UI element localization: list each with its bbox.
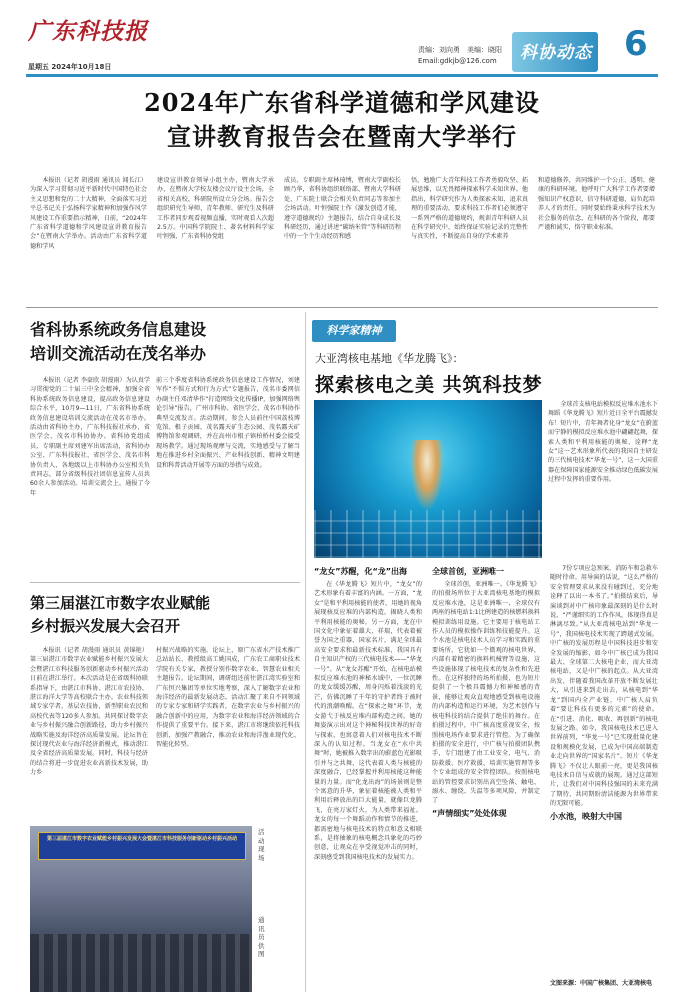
article-2-title-line2: 乡村振兴发展大会召开 xyxy=(30,617,181,635)
section-divider xyxy=(26,307,658,308)
event-photo xyxy=(30,826,252,992)
issue-date: 星期五 2024年10月18日 xyxy=(28,63,112,71)
photo-caption: 活动现场 xyxy=(258,828,265,862)
page-number: 6 xyxy=(624,24,648,64)
editor-credit: 责编：刘向勇 美编：晓阳 xyxy=(418,46,502,54)
article-1-col-2: 前三个季度省科协系统政务信息建设工作情况，刘建军作“不惧方式和行为方式”专题报告，茂名市委网信办副主任邓清华作“打造网络文化传播IP，加强网络舆论引导”报告，广州市科协、省医学会、茂名市科协作典型交流发言。活动期间，参会人员前往中国荔枝博览馆、根子贡园、茂名露天矿生态公园、茂名露天矿博物馆参观调研，并在高州市根子镇柏桥村委会接受现场教学。通过现场观摩与交流，实地感受与了解当地在推进乡村全面振兴、产业科技创新、精神文明建设和科普活动开展等方面的举措与成效。 xyxy=(156,377,300,469)
photo-banner-text: 第三届湛江市数字农业赋能乡村振兴发展大会暨湛江市科技服务创新驱动乡村振兴活动 xyxy=(46,836,237,842)
masthead xyxy=(0,0,683,80)
main-article-col-1: 本报讯（记者 胡漫雨 通讯员 闻长江）为深入学习贯彻习近平新时代中国特色社会主义思想和党的二十大精神，全面落实习近平总书记关于弘扬科学家精神和加强作风学风建设工作重要指示精神，日前，“2024年广东省科学道德和学风建设宣讲教育报告会”在暨南大学举办。活动由广东省科学道德和学风 xyxy=(30,177,147,250)
article-2-title-line1: 第三届湛江市数字农业赋能 xyxy=(30,594,211,612)
section-logo-text: 科协动态 xyxy=(520,43,592,63)
feature-subhead-2: 全球首创，亚洲唯一 xyxy=(432,567,504,576)
section-logo xyxy=(512,32,598,72)
article-1-headline xyxy=(30,318,300,366)
feature-source-note: 文图来源：中国广核集团、大亚湾核电 xyxy=(550,980,653,987)
feature-kicker: 大亚湾核电基地《华龙腾飞》： xyxy=(315,352,464,365)
feature-photo xyxy=(314,400,542,558)
feature-photo-grid xyxy=(314,510,542,558)
masthead-rule xyxy=(26,74,658,77)
dancer-figure xyxy=(410,440,444,510)
main-headline xyxy=(26,86,658,154)
feature-subhead-1: “龙女”苏醒，化“龙”出海 xyxy=(314,567,408,576)
article-2-headline xyxy=(30,592,300,638)
email-address: Email:gdkjb@126.com xyxy=(418,57,497,65)
main-article-col-4: 悟，勉励广大青年科技工作者勇毅攻坚、拓展思维，以无畏精神探索科学未知世界。他指出，科学研究作为人类探索未知、追求真理的重要活动，要求科技工作者们必须遵守一系列严格的道德规约，规训青年科研人员在科学研究中，始终保证实验记录的完整性与真实性，不断提高自身的学术素养 xyxy=(411,177,528,241)
article-divider xyxy=(30,582,300,583)
photo-stage-banner xyxy=(38,832,246,860)
feature-col-3: 7份专项应急预案，消防车和急救车随时待命。用导演的话说，“这么严格的安全管理要求从来没有碰到过，充分地诠释了以出一本书了。”拍摄结束后，导演谈到对中广核印象最深刻的是什么时说，“严谨细实的工作作风，体现得真是淋漓尽致。”从大亚湾核电站到“华龙一号”，我国核电技术实现了跨越式发展。中广核的发展历程是中国科技进步和安全发展的缩影，如今中广核已成为我国最大、全球第二大核电企业，而大亚湾核电站，又是中广核的起点。从大亚湾出发，伴随着我国改革开放不断发展壮大，从引进来到走出去，从核电到“华龙”到国内全产业链，中广核人肩负着“要让科技有更多的元素”的使命。在“引进、消化、吸收、再创新”的核电发展之路。如今，我国核电技术已进入世界前列，“华龙一号”已实现批量化建设和规模化发展，已成为中国高端制造业走向世界的“国家名片”。短片《华龙腾飞》不仅让人眼前一亮，更是我国核电技术自信与成就的展现。通过这部短片，让我们对中国科技强国的未来充满了期待，共同期盼清洁能源为世界带来的无限可能。 小水池，映射大中国 xyxy=(550,565,658,821)
article-2-col-2: 村振兴战略的实施。论坛上，原广东省水产技术推广总站站长、教授级高工姚国成，广东农工商职业技术学院有关专家，教授分别作数字农业、智慧农业相关主题报告。论坛期间，调研组还前往湛江湾实验室和广东恒兴集团等单位实地考察，深入了解数字农业和海洋经济的最新发展动态。活动汇聚了来自不同领域的专家专家和研学实践者，在数字农业与乡村振兴的融合创新中的应用，为数字农业和海洋经济领域的合作提供了重要平台。接下来，湛江市将继续依托科技创新，加强产教融合，推动农业和海洋渔业现代化、智能化转型。 xyxy=(156,647,300,749)
feature-body xyxy=(314,564,658,982)
paper-name: 广东科技报 xyxy=(28,18,148,45)
feature-title: 探索核电之美 共筑科技梦 xyxy=(315,374,543,396)
article-2-col-1: 本报讯（记者 胡漫雨 通讯员 黄锦艳）第三届湛江市数字农业赋能乡村振兴发展大会暨湛江市科技服务创新驱动乡村振兴活动日前在湛江举行。本次活动是在省级科协联系指导下，由湛江市科协、湛江市农技协、湛江海洋大学等高校联合主办。农业科技领域专家学者，基层农技协、新型职业农民和高校代表等120多人参加。共同探讨数字农业与乡村振兴融合创新路径，助力乡村振兴战略实施及海洋经济高质量发展。论坛旨在探讨现代农业与海洋经济新模式，推动湛江及全省经济高质量发展。同时，科技与经济的结合将进一步促进农业高新技术发展，助力乡 xyxy=(30,647,148,777)
article-1-col-1: 本报讯（记者 李豪欣 胡漫雨）为认真学习贯彻党的二十届三中全会精神，加强全省科协系统政务信息建设，提高政务信息建设综合水平，10月9—11日，广东省科协系统政务信息建设培训交流活动在茂名市举办。活动由省科协主办，广东科技报社承办，省医学会、茂名市科协协办。省科协党组成员、专职副主席刘建军出席活动，省科协办公室、广东科技报社、省医学会、茂名市科协负责人，各地级以上市科协办公室相关负责同志，部分省级科技社团信息宣传人员共60余人参加活动。培训交流会上，通报了今年 xyxy=(30,377,150,497)
feature-col-2: 全球首创，亚洲唯一 全球首创，亚洲唯一。《华龙腾飞》的拍摄场所位于大亚湾核电基地的模拟反应堆水池，这是亚洲唯一、全球仅有两座的核电站1:1比例建造的核燃料换料模拟训练用设施。它主要用于核电站工作人员的模拟操作训练和技能提升。这个水池是核电技术人员学习和实践的重要场所，它犹如一个微观的核电世界，内部有着精密的换料机械臂等设施，这些设施体现了核电技术的复杂性和先进性。在这样独特的场所拍摄，也为短片提供了一个极具震撼力和神秘感的背景，能够让观众直观地感受到核电设施的内部构造和运行环境，为艺术创作与核电科技的结合提供了绝佳的舞台。在拍摄过程中，中广核高度重视安全，按照核电场作业要求进行管控。为了确保拍摄的安全进行，中广核与拍摄团队携手，专门组建了由工业安全、电气、消防救援、医疗救援、培训实施管理等多个专业组成的安全管控团队。按照核电站的管控要求识别出高空坠落、触电、溺水、缠绕、失温等多项风险，并制定了 “声情细实”处处体现 xyxy=(432,567,540,818)
main-article-col-2: 建设宣讲教育领导小组主办，暨南大学承办，在暨南大学校友楼会议厅设主会场，全省相关高校、科研院所设立分会场。报告会组织研究生导师、青年教师、研究生及科研工作者同步观看视频直播，实时观看人次超2.5万。中国科学院院士、著名材料科学家叶恒强，广东省科协党组 xyxy=(157,177,274,241)
article-1-title-line1: 省科协系统政务信息建设 xyxy=(30,320,207,339)
photo-credit: 通讯员供图 xyxy=(258,916,265,958)
main-headline-line1: 2024年广东省科学道德和学风建设 xyxy=(144,88,540,117)
feature-lead: 全球首支核电站模拟反应堆水池水下舞蹈《华龙腾飞》短片近日全平台震撼发布！短片中，青年舞者化身“龙女”在蔚蓝而宁静的模拟反应堆水池中翩翩起舞，探索人类和平利用核能的奥秘，诠释“龙女”这一艺术形象所代表的我国自主研发的三代核电技术“华龙一号”，这一大国重器在保障国家能源安全推动绿色低碳发展过程中发挥的重要作用。 xyxy=(548,401,658,484)
column-divider xyxy=(305,312,306,992)
main-article-col-5: 和道德修养，共同维护一个公正、透明、健康的科研环境。他呼吁广大科学工作者要增强知识产权意识，信守科研道德，肩负起培养人才的责任，同时要始终秉承科学技术为社会服务的信念，在科研的各个阶段，都要严谨和诚实，恪守职业标准。 xyxy=(538,177,655,232)
feature-column-logo-text: 科学家精神 xyxy=(326,324,382,337)
feature-col-1: “龙女”苏醒，化“龙”出海 在《华龙腾飞》短片中，“龙女”的艺术形象有着丰富的内涵。一方面，“龙女”是和平利用核能的使者，用她的视角展现核反应堆的内部构造，揭晓人类和平利用核能的奥秘。另一方面，龙在中国文化中象征着雄大、祥瑞，代表着被誉为国之重器、国家名片，满足全球最高安全要求和最新技术标准，我国具有自主知识产权的三代核电技术——“华龙一号”。从“龙女苏醒”开始，在核电站模拟反应堆水池的神秘水域中，一位沉睡的龙女缓缓苏醒，周身闪烁着浅淡的光芒，仿佛沉睡了千年的守护者终于被时代的浪潮唤醒。在“探索之舞”环节，龙女游弋于核反应堆内部构造之间，她的舞姿演示出对这个神秘科技世界的好奇与探索，也寓意着人们对核电技术不断深入的认知过程。当龙女在“水中共舞”时，她被推入数字出的蔚蓝色光影吸引并与之共舞，这代表着人类与核能的深度融合，已经掌握并利用核能这种能量的力量。而“化龙出海”的场景则是整个寓意的升华，象征着核能被人类和平利用后释放出的巨大能量，就像巨龙腾飞，在亮万家灯火，为人类带来福祉。龙女的每一个舞蹈动作和情节的推进，都需密地与核电技术的特点和意义相联系，是将抽象的核电概念具象化的巧妙创意，让观众在享受视觉冲击的同时，深刻感受到我国核电技术的发展实力。 xyxy=(314,567,422,861)
main-headline-line2: 宣讲教育报告会在暨南大学举行 xyxy=(167,122,517,151)
photo-audience xyxy=(30,934,252,992)
feature-subhead-4: 小水池，映射大中国 xyxy=(550,811,622,821)
feature-column-logo xyxy=(312,320,396,342)
article-1-title-line2: 培训交流活动在茂名举办 xyxy=(30,344,207,363)
feature-subhead-3: “声情细实”处处体现 xyxy=(432,808,507,818)
main-article-col-3: 成员、专职副主席林琦缚，暨南大学副校长顾乃华，省科协组织联络部、暨南大学科研处、广东院士联合会相关负责同志等参加主会场活动。叶恒强院士作《激发创造才能，遵守道德规约》主题报告，结合自身成长及科研经历，通过讲述“碳纳米管”等科研历程中的一个个生动经历和感 xyxy=(284,177,401,241)
